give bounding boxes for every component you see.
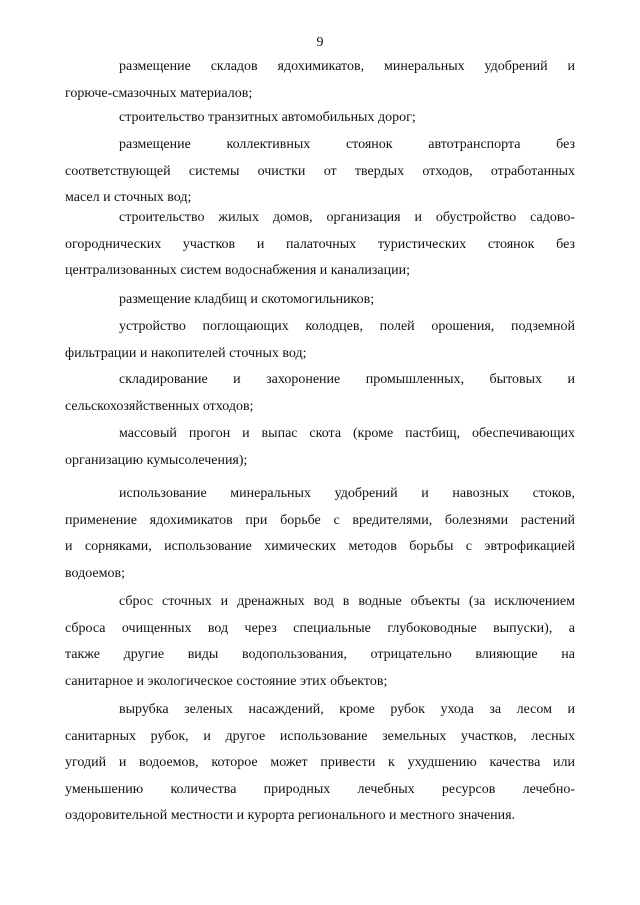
paragraph-line: массовый прогон и выпас скота (кроме пастбищ, обеспечивающих — [119, 426, 575, 441]
paragraph-line: также другие виды водопользования, отрицательно влияющие на — [65, 647, 575, 662]
paragraph-11 — [65, 697, 575, 830]
paragraph-line: размещение коллективных стоянок автотранспорта без — [119, 137, 575, 152]
paragraph-9 — [65, 481, 575, 587]
paragraph-line: санитарных рубок, и другое использование земельных участков, лесных — [65, 728, 575, 744]
paragraph-line: санитарное и экологическое состояние этих объектов; — [65, 673, 388, 689]
paragraph-line: сброса очищенных вод через специальные глубоководные выпуски), а — [65, 620, 575, 636]
paragraph-line: горюче-смазочных материалов; — [65, 85, 253, 101]
paragraph-line: фильтрации и накопителей сточных вод; — [65, 345, 307, 361]
paragraph-line: строительство транзитных автомобильных дорог; — [119, 110, 416, 125]
paragraph-line: складирование и захоронение промышленных, бытовых и — [119, 372, 575, 387]
paragraph-5 — [65, 287, 575, 314]
paragraph-line: огороднических участков и палаточных туристических стоянок без — [65, 236, 575, 252]
paragraph-line: централизованных систем водоснабжения и канализации; — [65, 263, 411, 278]
paragraph-line: организацию кумысолечения); — [65, 452, 248, 468]
paragraph-line: устройство поглощающих колодцев, полей орошения, подземной — [119, 319, 575, 334]
paragraph-line: сельскохозяйственных отходов; — [65, 398, 254, 414]
paragraph-line: строительство жилых домов, организация и обустройство садово- — [119, 210, 575, 225]
paragraph-10 — [65, 589, 575, 695]
paragraph-2 — [65, 105, 575, 132]
paragraph-line: уменьшению количества природных лечебных ресурсов лечебно- — [65, 781, 575, 797]
paragraph-line: вырубка зеленых насаждений, кроме рубок ухода за лесом и — [119, 702, 575, 717]
paragraph-line: сброс сточных и дренажных вод в водные объекты (за исключением — [119, 594, 575, 609]
paragraph-8 — [65, 421, 575, 474]
paragraph-4 — [65, 205, 575, 285]
paragraph-line: масел и сточных вод; — [65, 190, 192, 205]
paragraph-line: применение ядохимикатов при борьбе с вредителями, болезнями растений — [65, 512, 575, 528]
paragraph-line: и сорняками, использование химических методов борьбы с эвтрофикацией — [65, 539, 575, 554]
paragraph-line: оздоровительной местности и курорта регионального и местного значения. — [65, 808, 516, 823]
page-number: 9 — [316, 35, 324, 50]
paragraph-line: угодий и водоемов, которое может привести к ухудшению качества или — [65, 755, 575, 770]
paragraph-line: водоемов; — [65, 565, 125, 581]
paragraph-line: размещение кладбищ и скотомогильников; — [119, 292, 375, 307]
paragraph-7 — [65, 367, 575, 420]
paragraph-1 — [65, 54, 575, 107]
paragraph-line: использование минеральных удобрений и навозных стоков, — [119, 486, 575, 501]
paragraph-6 — [65, 314, 575, 367]
paragraph-line: соответствующей системы очистки от твердых отходов, отработанных — [65, 163, 575, 179]
paragraph-3 — [65, 132, 575, 212]
paragraph-line: размещение складов ядохимикатов, минеральных удобрений и — [119, 59, 575, 74]
